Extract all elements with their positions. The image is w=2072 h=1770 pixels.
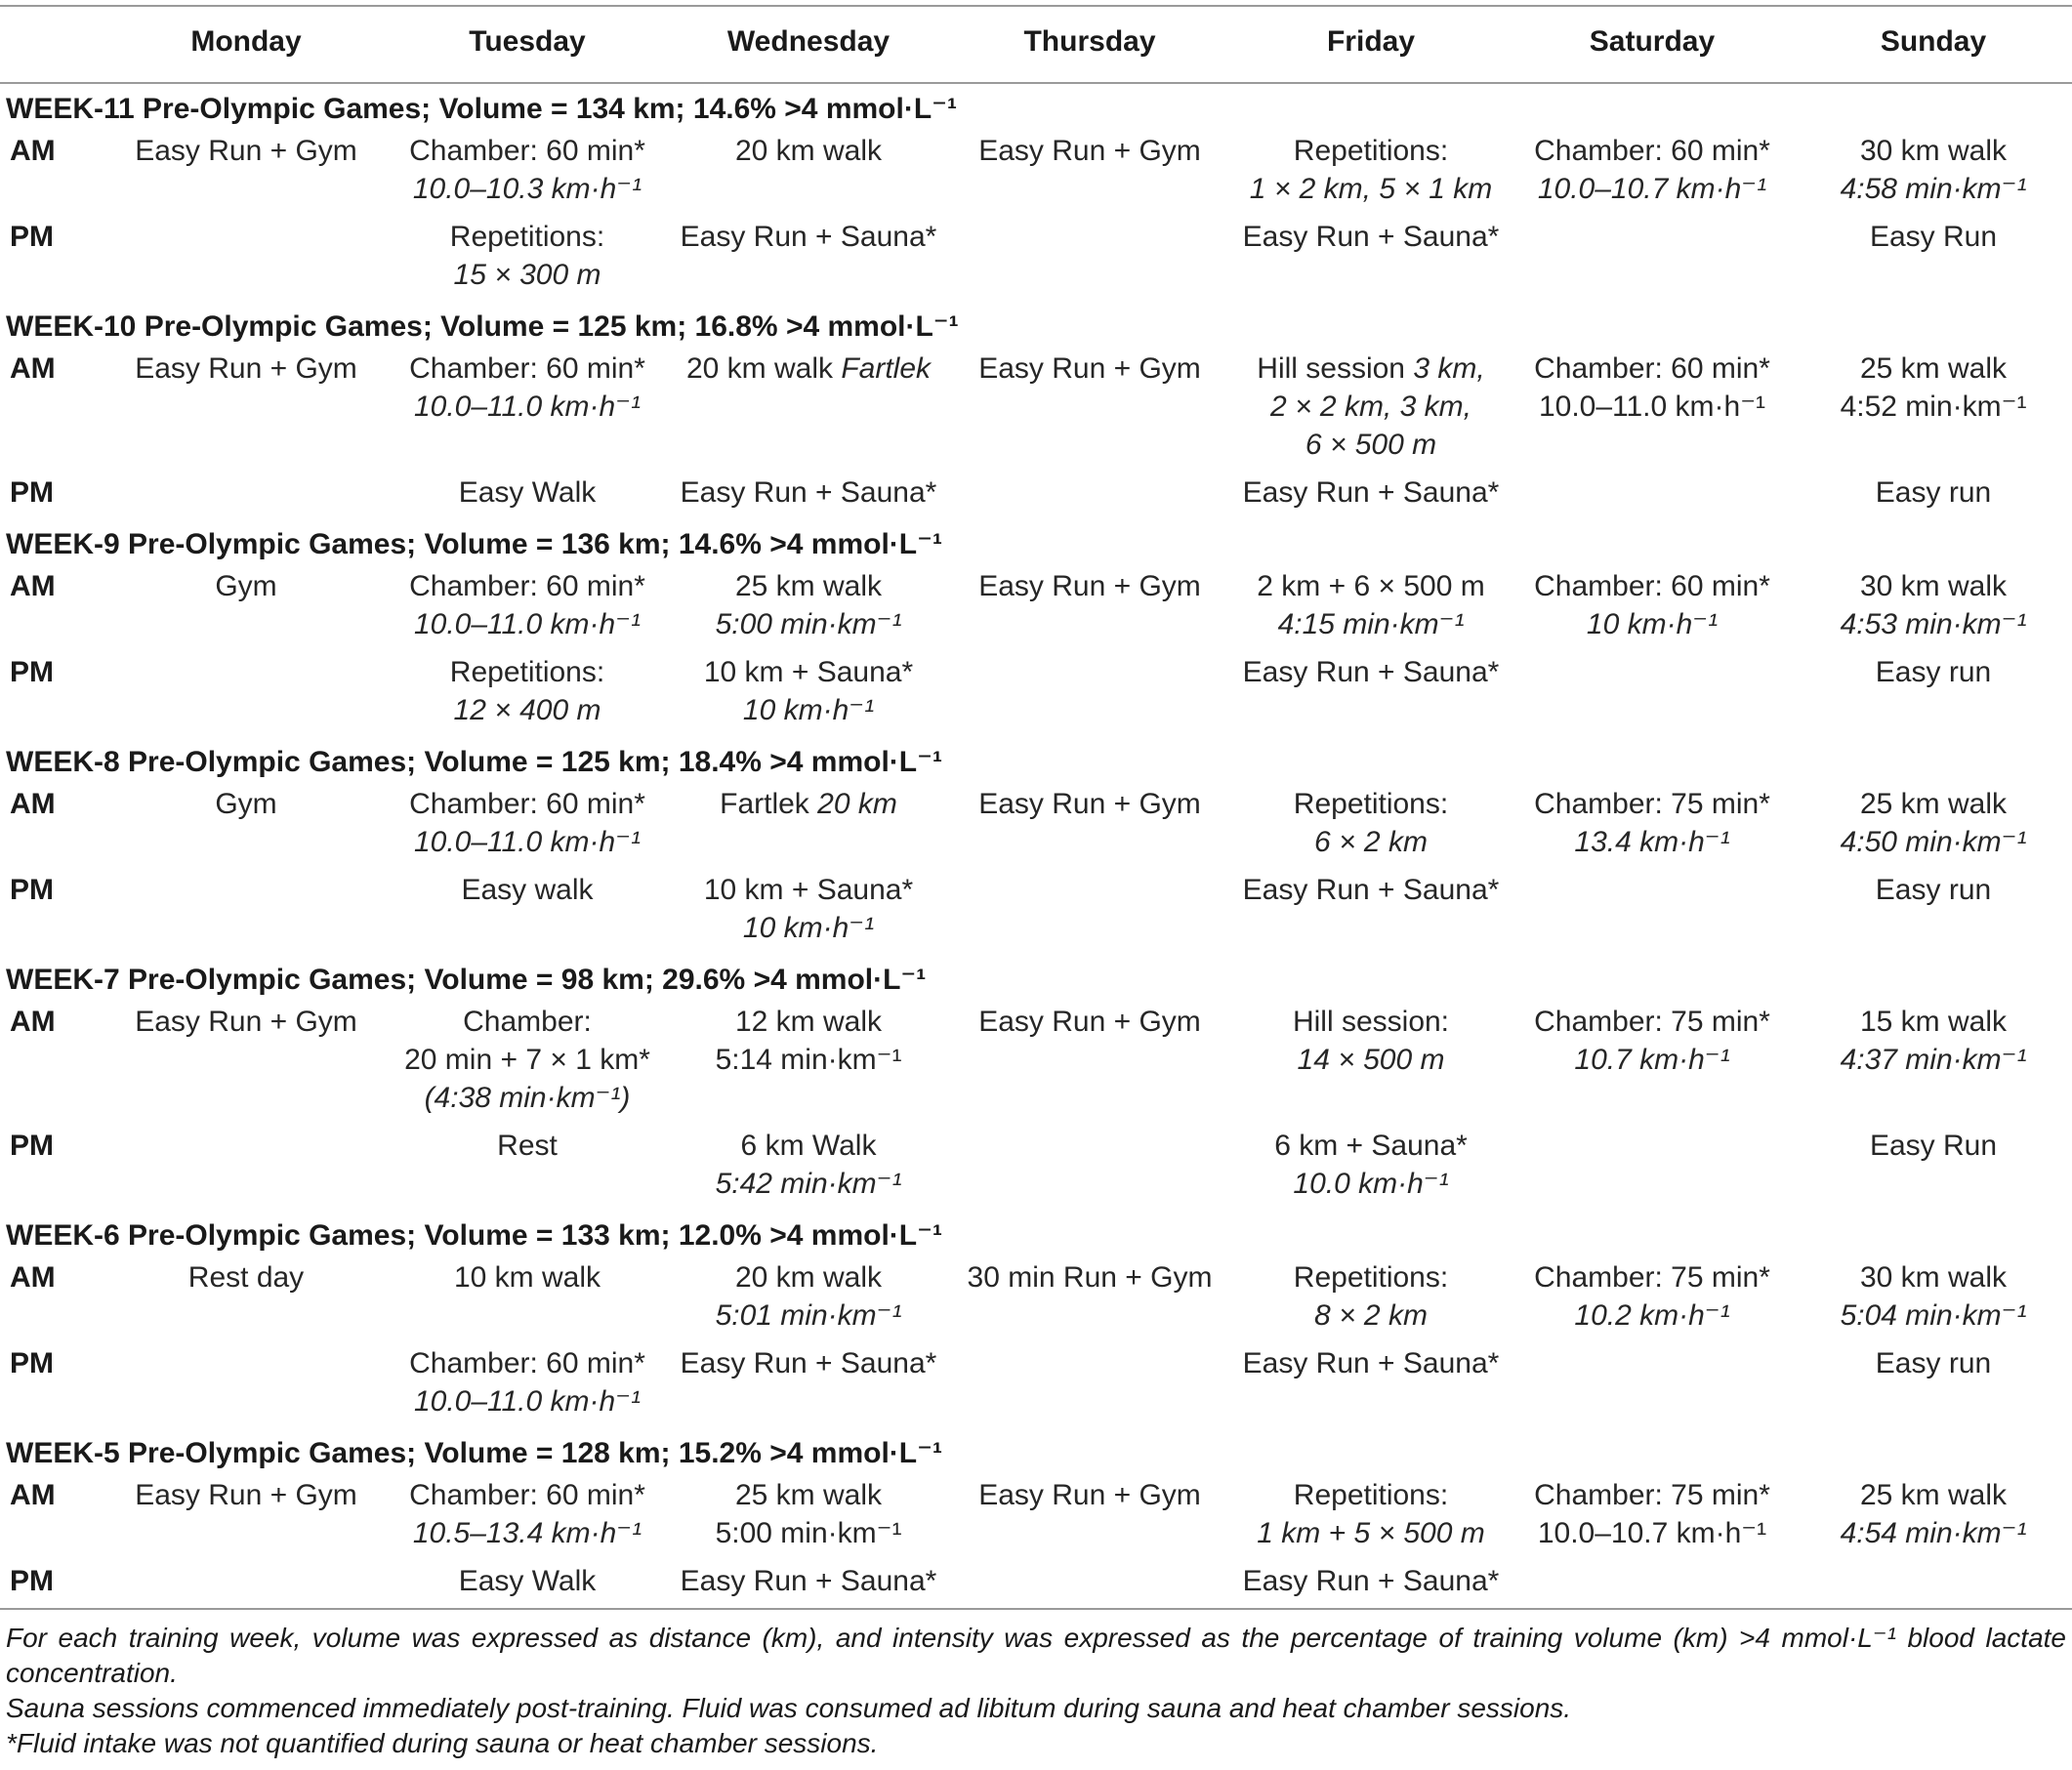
session-row-pm [0,1560,2072,1609]
session-cell-friday [1230,1001,1512,1125]
footnote-sauna: Sauna sessions commenced immediately post-training. Fluid was consumed ad libitum during sauna and heat chamber sessions. [6,1693,1572,1723]
session-line: Easy Run + Sauna* [1242,476,1500,509]
session-cell-monday [105,651,387,737]
session-cell-thursday [949,1342,1230,1428]
session-line: Easy Run + Sauna* [1242,1347,1500,1379]
header-wednesday: Wednesday [726,25,891,58]
session-line: 10 km + Sauna* [703,656,914,688]
session-line: Easy Run [1869,1130,1998,1162]
session-cell-friday [1230,1125,1512,1211]
session-line: 4:54 min·km⁻¹ [1840,1517,2027,1549]
header-saturday: Saturday [1589,25,1716,58]
session-cell-sunday [1793,1560,2072,1609]
session-cell-sunday [1793,216,2072,302]
session-line: Easy run [1875,874,1992,906]
session-cell-sunday [1793,348,2072,472]
session-line: 13.4 km·h⁻¹ [1574,826,1730,858]
session-cell-monday [105,1001,387,1125]
session-line: 1 × 2 km, 5 × 1 km [1249,173,1493,205]
header-row [0,6,2072,83]
session-cell-thursday [949,1001,1230,1125]
session-line: Easy Walk [458,476,597,509]
session-line: Easy Run + Sauna* [1242,874,1500,906]
session-cell-wednesday [668,1560,949,1609]
session-cell-sunday [1793,1474,2072,1560]
session-cell-saturday [1512,216,1793,302]
session-line: 10 km·h⁻¹ [1586,608,1719,640]
session-line: 10.0–10.3 km·h⁻¹ [412,173,642,205]
session-line: Chamber: 60 min* [409,1347,645,1379]
session-line: Chamber: 60 min* [409,352,645,385]
header-sunday: Sunday [1880,25,1987,58]
table-body [0,83,2072,1609]
session-line: Easy Run + Sauna* [1242,656,1500,688]
session-line: 12 km walk [734,1006,883,1038]
session-line: 6 km + Sauna* [1274,1130,1468,1162]
session-line: Chamber: 75 min* [1534,1479,1770,1511]
session-line: (4:38 min·km⁻¹) [424,1082,631,1114]
am-label: AM [10,570,56,602]
session-row-pm [0,1125,2072,1211]
header-blank-cell [0,6,105,83]
session-line: Easy run [1875,476,1992,509]
session-line: Easy Run + Gym [978,1479,1201,1511]
session-line: Chamber: 75 min* [1534,1006,1770,1038]
session-line [672,785,945,823]
session-line: Chamber: 60 min* [409,570,645,602]
session-cell-wednesday [668,472,949,519]
session-line: 10.0–11.0 km·h⁻¹ [413,826,642,858]
session-row-am [0,783,2072,869]
session-cell-tuesday [387,472,668,519]
session-cell-saturday [1512,1001,1793,1125]
session-cell-wednesday [668,651,949,737]
session-text-emphasis: 20 km [817,788,897,820]
session-cell-friday [1230,1474,1512,1560]
session-cell-saturday [1512,348,1793,472]
pm-label: PM [10,476,54,509]
session-line: 25 km walk [1859,1479,2008,1511]
session-cell-wednesday [668,130,949,216]
session-cell-tuesday [387,1125,668,1211]
session-cell-sunday [1793,783,2072,869]
session-cell-friday [1230,783,1512,869]
session-line: Repetitions: [449,656,605,688]
session-cell-monday [105,1125,387,1211]
session-line: 5:00 min·km⁻¹ [715,608,902,640]
session-line: Chamber: 75 min* [1534,788,1770,820]
session-cell-friday [1230,216,1512,302]
session-line: Chamber: 60 min* [409,135,645,167]
session-line: 10.0–11.0 km·h⁻¹ [413,391,642,423]
session-cell-friday [1230,565,1512,651]
session-line: 14 × 500 m [1297,1044,1445,1076]
week-title: WEEK-6 Pre-Olympic Games; Volume = 133 km; 12.0% >4 mmol·L⁻¹ [6,1219,942,1252]
session-cell-sunday [1793,1001,2072,1125]
session-row-pm [0,216,2072,302]
session-line: Easy Run + Gym [978,135,1201,167]
session-cell-thursday [949,1474,1230,1560]
session-cell-tuesday [387,1342,668,1428]
session-line: 30 min Run + Gym [967,1261,1213,1294]
session-line: 10.2 km·h⁻¹ [1574,1299,1730,1332]
session-line: 4:58 min·km⁻¹ [1840,173,2027,205]
session-text-emphasis: Fartlek [841,352,932,385]
session-cell-monday [105,1342,387,1428]
session-line: 25 km walk [1859,788,2008,820]
session-cell-sunday [1793,869,2072,955]
session-line: Repetitions: [449,221,605,253]
week-heading-row [0,1428,2072,1474]
session-cell-tuesday [387,216,668,302]
session-line: 4:50 min·km⁻¹ [1840,826,2027,858]
session-cell-saturday [1512,1560,1793,1609]
session-line [1234,350,1508,388]
session-line: Rest [497,1130,558,1162]
session-cell-saturday [1512,869,1793,955]
session-line: Repetitions: [1293,1479,1449,1511]
week-heading-row [0,1211,2072,1256]
session-cell-tuesday [387,1474,668,1560]
session-line: Easy run [1875,656,1992,688]
header-tuesday: Tuesday [469,25,586,58]
session-line: Hill session: [1292,1006,1450,1038]
session-cell-monday [105,1256,387,1342]
header-monday: Monday [190,25,302,58]
session-line: 10.0–11.0 km·h⁻¹ [413,608,642,640]
session-row-am [0,565,2072,651]
session-line: Easy Walk [458,1565,597,1597]
am-label: AM [10,1006,56,1038]
am-label: AM [10,352,56,385]
session-line: 30 km walk [1859,1261,2008,1294]
session-cell-tuesday [387,565,668,651]
session-cell-wednesday [668,565,949,651]
session-row-am [0,1474,2072,1560]
session-cell-saturday [1512,130,1793,216]
session-line: 4:15 min·km⁻¹ [1277,608,1465,640]
session-line: Repetitions: [1293,135,1449,167]
session-cell-monday [105,1560,387,1609]
week-title: WEEK-9 Pre-Olympic Games; Volume = 136 km; 14.6% >4 mmol·L⁻¹ [6,528,942,560]
footnote-fluid-intake: *Fluid intake was not quantified during sauna or heat chamber sessions. [6,1728,879,1758]
session-cell-thursday [949,472,1230,519]
week-title: WEEK-8 Pre-Olympic Games; Volume = 125 km; 18.4% >4 mmol·L⁻¹ [6,746,942,778]
session-line: 30 km walk [1859,135,2008,167]
table-footnotes [6,1621,2066,1761]
session-cell-wednesday [668,1256,949,1342]
session-row-pm [0,472,2072,519]
session-line: 15 km walk [1859,1006,2008,1038]
pm-label: PM [10,656,54,688]
week-title: WEEK-7 Pre-Olympic Games; Volume = 98 km; 29.6% >4 mmol·L⁻¹ [6,964,927,996]
session-cell-friday [1230,651,1512,737]
session-cell-saturday [1512,1342,1793,1428]
session-cell-wednesday [668,783,949,869]
am-label: AM [10,1261,56,1294]
session-line: Easy Run + Sauna* [1242,1565,1500,1597]
header-friday: Friday [1326,25,1416,58]
session-line: Chamber: [463,1006,592,1038]
session-cell-friday [1230,1342,1512,1428]
session-cell-saturday [1512,565,1793,651]
training-schedule-table [0,5,2072,1610]
session-cell-tuesday [387,1560,668,1609]
session-cell-wednesday [668,1001,949,1125]
session-line: Easy Run + Sauna* [680,1347,937,1379]
session-line: 10 km·h⁻¹ [742,912,875,944]
session-cell-thursday [949,783,1230,869]
session-cell-saturday [1512,1474,1793,1560]
session-line: Repetitions: [1293,1261,1449,1294]
session-cell-sunday [1793,472,2072,519]
session-line: Easy Run + Gym [978,1006,1201,1038]
header-thursday: Thursday [1023,25,1156,58]
session-line: Rest day [187,1261,305,1294]
session-cell-friday [1230,1256,1512,1342]
table-header [0,6,2072,83]
session-cell-monday [105,216,387,302]
session-line: 10 km walk [453,1261,601,1294]
session-line: 25 km walk [734,1479,883,1511]
session-text-emphasis: 3 km, [1413,352,1485,385]
week-heading-row [0,519,2072,565]
session-cell-thursday [949,565,1230,651]
session-cell-wednesday [668,1342,949,1428]
session-cell-wednesday [668,1474,949,1560]
session-line: 1 km + 5 × 500 m [1257,1517,1485,1549]
session-cell-tuesday [387,1256,668,1342]
session-cell-wednesday [668,1125,949,1211]
session-cell-sunday [1793,1342,2072,1428]
session-cell-monday [105,348,387,472]
session-line: 10.0–10.7 km·h⁻¹ [1537,1517,1767,1549]
session-row-am [0,1256,2072,1342]
session-line: 20 min + 7 × 1 km* [404,1044,650,1076]
session-text: Fartlek 20 km [720,788,897,820]
session-cell-tuesday [387,1001,668,1125]
session-line: 10.0 km·h⁻¹ [1293,1168,1449,1200]
session-line: Easy run [1875,1347,1992,1379]
am-label: AM [10,1479,56,1511]
session-cell-tuesday [387,130,668,216]
session-cell-saturday [1512,1256,1793,1342]
week-heading-row [0,955,2072,1001]
session-cell-thursday [949,1256,1230,1342]
session-row-am [0,130,2072,216]
session-line: 6 × 2 km [1314,826,1428,858]
session-cell-sunday [1793,130,2072,216]
session-line: Easy walk [461,874,594,906]
session-line: 2 × 2 km, 3 km, [1270,391,1471,423]
pm-label: PM [10,1565,54,1597]
week-title: WEEK-11 Pre-Olympic Games; Volume = 134 km; 14.6% >4 mmol·L⁻¹ [6,93,957,125]
session-line: Easy Run + Sauna* [680,221,937,253]
session-line: Easy Run + Gym [978,788,1201,820]
session-cell-friday [1230,1560,1512,1609]
session-cell-tuesday [387,869,668,955]
session-line: 20 km walk [734,1261,883,1294]
week-title: WEEK-5 Pre-Olympic Games; Volume = 128 km; 15.2% >4 mmol·L⁻¹ [6,1437,942,1469]
session-cell-wednesday [668,348,949,472]
session-cell-thursday [949,651,1230,737]
session-line: 4:53 min·km⁻¹ [1840,608,2027,640]
session-cell-thursday [949,130,1230,216]
session-line: 10 km + Sauna* [703,874,914,906]
session-line: Easy Run + Gym [978,570,1201,602]
session-row-pm [0,651,2072,737]
session-line: Easy Run + Gym [135,352,357,385]
session-line: 12 × 400 m [453,694,601,726]
session-cell-wednesday [668,216,949,302]
session-line: Repetitions: [1293,788,1449,820]
session-cell-friday [1230,472,1512,519]
session-line: Easy Run + Gym [135,1479,357,1511]
session-line: 10.7 km·h⁻¹ [1574,1044,1730,1076]
session-cell-monday [105,869,387,955]
session-line: 25 km walk [1859,352,2008,385]
session-line: 6 × 500 m [1305,429,1437,461]
session-line: Easy Run + Sauna* [680,476,937,509]
session-line: Easy Run + Gym [135,135,357,167]
session-cell-saturday [1512,651,1793,737]
session-line: 8 × 2 km [1314,1299,1428,1332]
session-line: Gym [215,570,277,602]
session-line: 15 × 300 m [453,259,601,291]
session-line: 30 km walk [1859,570,2008,602]
session-line: 10 km·h⁻¹ [742,694,875,726]
session-line: 5:42 min·km⁻¹ [715,1168,902,1200]
session-cell-monday [105,565,387,651]
session-cell-thursday [949,1560,1230,1609]
session-cell-wednesday [668,869,949,955]
session-line: Easy Run + Gym [978,352,1201,385]
session-cell-friday [1230,130,1512,216]
am-label: AM [10,135,56,167]
session-cell-tuesday [387,783,668,869]
session-line: Easy Run + Gym [135,1006,357,1038]
pm-label: PM [10,874,54,906]
footnote-definition: For each training week, volume was expressed as distance (km), and intensity was expressed as the percentage of training volume (km) >4 mmol·L⁻¹ blood lactate concentration. [6,1623,2066,1688]
session-line: 10.0–11.0 km·h⁻¹ [1538,391,1766,423]
session-line: Easy Run + Sauna* [680,1565,937,1597]
session-line: Chamber: 60 min* [1534,570,1770,602]
session-line: 6 km Walk [740,1130,877,1162]
session-line: 10.0–10.7 km·h⁻¹ [1537,173,1767,205]
session-line: 5:04 min·km⁻¹ [1840,1299,2027,1332]
session-line: 20 km walk [734,135,883,167]
pm-label: PM [10,1130,54,1162]
week-heading-row [0,302,2072,348]
session-line: Easy Run [1869,221,1998,253]
session-line: 10.0–11.0 km·h⁻¹ [413,1385,642,1418]
session-row-pm [0,869,2072,955]
session-line: Gym [215,788,277,820]
session-cell-saturday [1512,472,1793,519]
session-line: Chamber: 60 min* [409,1479,645,1511]
session-cell-thursday [949,869,1230,955]
session-row-am [0,348,2072,472]
session-cell-saturday [1512,1125,1793,1211]
pm-label: PM [10,1347,54,1379]
session-cell-sunday [1793,651,2072,737]
session-cell-sunday [1793,565,2072,651]
pm-label: PM [10,221,54,253]
session-cell-thursday [949,1125,1230,1211]
session-line: 5:01 min·km⁻¹ [715,1299,902,1332]
session-line: 5:00 min·km⁻¹ [715,1517,902,1549]
week-title: WEEK-10 Pre-Olympic Games; Volume = 125 km; 16.8% >4 mmol·L⁻¹ [6,310,959,343]
session-cell-friday [1230,869,1512,955]
session-cell-saturday [1512,783,1793,869]
session-cell-tuesday [387,348,668,472]
session-line: 4:37 min·km⁻¹ [1840,1044,2027,1076]
session-cell-thursday [949,348,1230,472]
session-line: 10.5–13.4 km·h⁻¹ [412,1517,642,1549]
session-line: Easy Run + Sauna* [1242,221,1500,253]
session-cell-thursday [949,216,1230,302]
session-line [672,350,945,388]
session-line: Chamber: 75 min* [1534,1261,1770,1294]
session-cell-sunday [1793,1125,2072,1211]
session-row-pm [0,1342,2072,1428]
week-heading-row [0,83,2072,130]
session-line: 5:14 min·km⁻¹ [715,1044,902,1076]
session-row-am [0,1001,2072,1125]
session-cell-sunday [1793,1256,2072,1342]
session-line: Chamber: 60 min* [1534,352,1770,385]
session-line: 25 km walk [734,570,883,602]
week-heading-row [0,737,2072,783]
am-label: AM [10,788,56,820]
session-text: Hill session 3 km, [1257,352,1485,385]
session-line: 2 km + 6 × 500 m [1257,570,1485,602]
session-text: 20 km walk Fartlek [685,352,932,385]
session-cell-monday [105,130,387,216]
session-cell-tuesday [387,651,668,737]
session-cell-monday [105,1474,387,1560]
session-cell-friday [1230,348,1512,472]
session-line: 4:52 min·km⁻¹ [1840,391,2027,423]
session-line: Chamber: 60 min* [1534,135,1770,167]
session-line: Chamber: 60 min* [409,788,645,820]
session-cell-monday [105,472,387,519]
session-cell-monday [105,783,387,869]
